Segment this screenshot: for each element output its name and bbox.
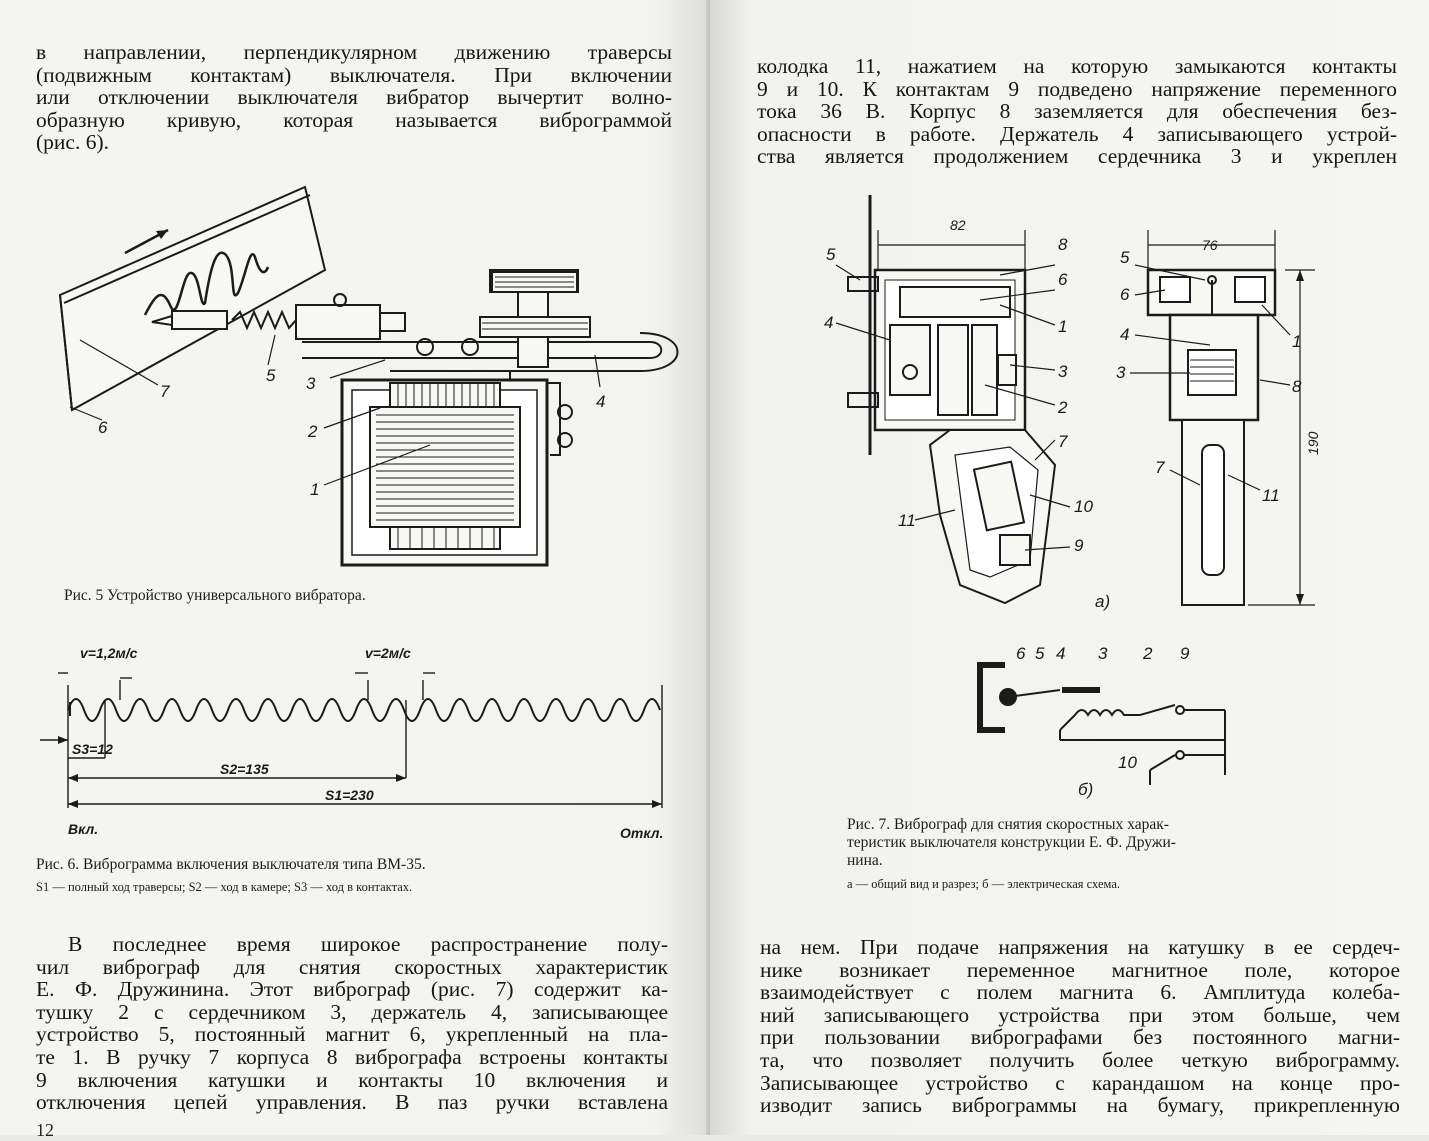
- text-line: ний записывающего устройства при этом больше, чем: [760, 1002, 1400, 1027]
- fig7-b-view-label-5: 5: [1120, 248, 1130, 267]
- fig7-b-view-label-1: 1: [1292, 332, 1302, 351]
- text-line: те 1. В ручку 7 корпуса 8 вибрографа встроены контакты: [36, 1044, 668, 1069]
- fig5-label-4: 4: [596, 392, 606, 411]
- fig7-b-view-label-11: 11: [1262, 486, 1280, 505]
- left-top-paragraph: [36, 41, 672, 154]
- text-line: при пользовании вибрографами без постоянного магни-: [760, 1025, 1400, 1050]
- vibrator-drawing: [40, 175, 680, 580]
- fig7-a-label-4: 4: [824, 313, 834, 332]
- fig6-speed-2: v=2м/с: [365, 645, 411, 661]
- text-line: на нем. При подаче напряжения на катушку в ее сердеч-: [760, 935, 1400, 959]
- text-line: (рис. 6).: [36, 130, 109, 155]
- fig7-schema-label-2: 2: [1143, 644, 1153, 663]
- fig7-a-label-1: 1: [1058, 317, 1068, 336]
- fig7-a-label-7: 7: [1058, 432, 1068, 451]
- vibrogram-chart: [30, 640, 690, 840]
- fig7-schema-label-4: 4: [1056, 644, 1066, 663]
- fig7-dim-76: 76: [1202, 237, 1218, 253]
- fig7-schema-label-10: 10: [1118, 753, 1137, 772]
- fig7-part-a: а): [1095, 592, 1111, 611]
- text-line: В последнее время широкое распространение полу-: [68, 932, 668, 956]
- fig7-a-label-6: 6: [1058, 270, 1068, 289]
- text-line: нике возникает переменное магнитное поле, которое: [760, 957, 1400, 982]
- fig7-legend: а — общий вид и разрез; б — электрическая схема.: [847, 877, 1121, 891]
- text-line: отключения цепей управления. В паз ручки вставлена: [36, 1090, 668, 1115]
- text-line: (подвижным контактам) выключателя. При включении: [36, 62, 672, 87]
- fig7-dim-190: 190: [1305, 431, 1321, 455]
- fig7-schema-label-3: 3: [1098, 644, 1108, 663]
- fig6-off-label: Откл.: [620, 825, 664, 841]
- text-line: Записывающее устройство с карандашом на конце про-: [760, 1070, 1400, 1095]
- fig7-schema-label-5: 5: [1035, 644, 1045, 663]
- text-line: образную кривую, которая называется виброграммой: [36, 107, 672, 132]
- text-line: тушку 2 с сердечником 3, держатель 4, записывающее: [36, 999, 668, 1024]
- right-bottom-paragraph: [760, 936, 1400, 1117]
- text-line: ства является продолжением сердечника 3 и укреплен: [757, 144, 1397, 169]
- left-page: [0, 0, 710, 1140]
- fig6-on-label: Вкл.: [68, 821, 99, 837]
- fig7-caption-line-1: Рис. 7. Виброграф для снятия скоростных харак-: [847, 816, 1169, 833]
- text-line: 9 включения катушки и контакты 10 включения и: [36, 1067, 668, 1092]
- right-page: [710, 0, 1429, 1135]
- fig5-label-5: 5: [266, 366, 276, 385]
- page-number: 12: [36, 1120, 54, 1140]
- fig5-label-1: 1: [310, 480, 320, 499]
- text-line: 9 и 10. К контактам 9 подведено напряжение переменного: [757, 76, 1397, 101]
- fig7-a-label-2: 2: [1058, 398, 1068, 417]
- text-line: чил виброграф для снятия скоростных характеристик: [36, 954, 668, 979]
- fig6-s3: S3=12: [72, 741, 113, 757]
- fig6-legend: S1 — полный ход траверсы; S2 — ход в камере; S3 — ход в контактах.: [36, 880, 413, 894]
- right-top-paragraph: [757, 55, 1397, 168]
- text-line: или отключении выключателя вибратор вычертит волно-: [36, 85, 672, 110]
- fig7-a-label-8: 8: [1058, 235, 1068, 254]
- fig5-label-7: 7: [160, 382, 170, 401]
- fig5-label-3: 3: [306, 374, 316, 393]
- fig6-s1: S1=230: [325, 787, 374, 803]
- text-line: устройство 5, постоянный магнит 6, укрепленный на пла-: [36, 1022, 668, 1047]
- fig7-caption-line-2: теристик выключателя конструкции Е. Ф. Дружи-: [847, 834, 1176, 851]
- fig7-a-label-3: 3: [1058, 362, 1068, 381]
- fig7-part-b: б): [1078, 780, 1094, 799]
- text-line: в направлении, перпендикулярном движению траверсы: [36, 40, 672, 64]
- fig7-b-view-label-6: 6: [1120, 285, 1130, 304]
- text-line: изводит запись виброграммы на бумагу, прикрепленную: [760, 1093, 1400, 1118]
- text-line: тока 36 В. Корпус 8 заземляется для обеспечения без-: [757, 99, 1397, 124]
- fig7-dim-82: 82: [950, 217, 966, 233]
- fig7-a-label-5: 5: [826, 245, 836, 264]
- text-line: та, что позволяет получить более четкую виброграмму.: [760, 1047, 1400, 1072]
- text-line: Е. Ф. Дружинина. Этот виброграф (рис. 7) содержит ка-: [36, 977, 668, 1002]
- fig5-label-2: 2: [308, 422, 318, 441]
- fig7-a-label-10: 10: [1074, 497, 1093, 516]
- fig7-a-label-9: 9: [1074, 536, 1084, 555]
- vibrograph-drawing: [824, 185, 1390, 800]
- fig7-caption-line-3: нина.: [847, 852, 883, 869]
- fig7-b-view-label-8: 8: [1292, 377, 1302, 396]
- fig7-schema-label-6: 6: [1016, 644, 1026, 663]
- fig5-caption: Рис. 5 Устройство универсального вибратора.: [64, 587, 366, 604]
- fig7-b-view-label-3: 3: [1116, 363, 1126, 382]
- text-line: взаимодействует с полем магнита 6. Амплитуда колеба-: [760, 980, 1400, 1005]
- fig7-a-label-11: 11: [898, 511, 916, 530]
- fig6-s2: S2=135: [220, 761, 269, 777]
- fig7-b-view-label-7: 7: [1155, 458, 1165, 477]
- text-line: опасности в работе. Держатель 4 записывающего устрой-: [757, 121, 1397, 146]
- fig7-b-view-label-4: 4: [1120, 325, 1130, 344]
- text-line: колодка 11, нажатием на которую замыкаются контакты: [757, 54, 1397, 78]
- fig6-speed-1: v=1,2м/с: [80, 645, 138, 661]
- fig5-label-6: 6: [98, 418, 108, 437]
- left-bottom-paragraph: [36, 933, 668, 1114]
- fig7-schema-label-9: 9: [1180, 644, 1190, 663]
- fig6-caption: Рис. 6. Виброграмма включения выключателя типа ВМ-35.: [36, 856, 426, 873]
